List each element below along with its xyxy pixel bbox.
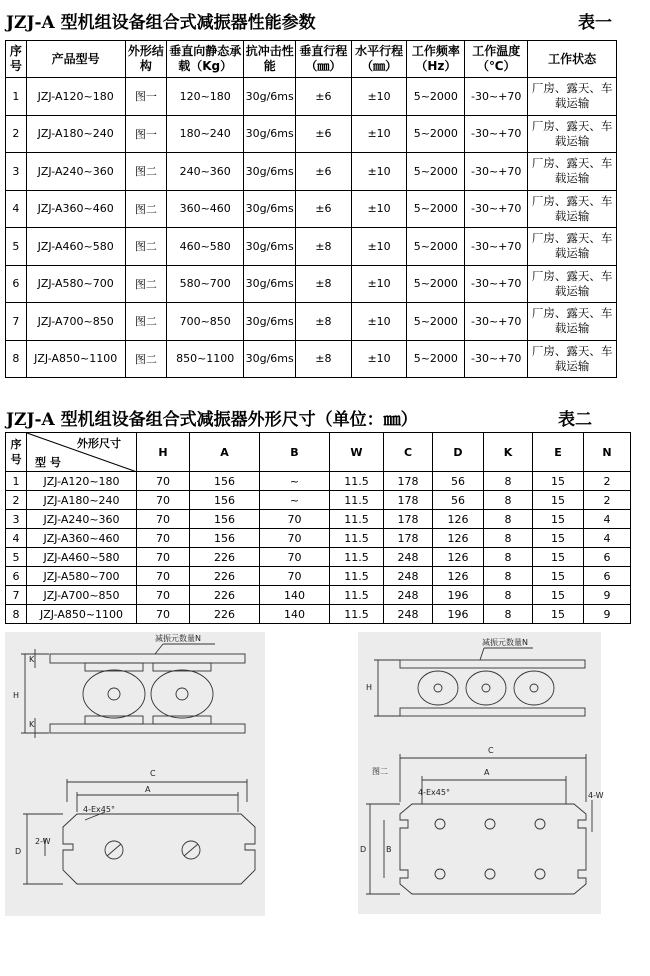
table2-cell-b: 140 <box>260 605 330 624</box>
figure-2-svg <box>358 632 604 914</box>
table1-cell-temperature: -30~+70 <box>465 303 528 341</box>
table2-cell-b: 70 <box>260 548 330 567</box>
table2-header-k: K <box>484 433 533 472</box>
table1-cell-frequency: 5~2000 <box>407 265 465 303</box>
table1-cell-load: 700~850 <box>167 303 244 341</box>
table2-cell-model: JZJ-A240~360 <box>27 510 137 529</box>
table2-cell-w: 11.5 <box>330 567 384 586</box>
dim-c-label: C <box>150 769 156 778</box>
table2-cell-w: 11.5 <box>330 605 384 624</box>
table1-cell-seq: 4 <box>6 190 27 228</box>
table1-cell-temperature: -30~+70 <box>465 265 528 303</box>
bottom-plate <box>400 708 585 716</box>
dim-d-label: D <box>360 845 367 854</box>
table2-cell-c: 248 <box>384 567 433 586</box>
dim-b-label: B <box>386 845 392 854</box>
table1-cell-horizontal-stroke: ±10 <box>351 78 407 116</box>
table2-header-e: E <box>533 433 584 472</box>
table2-header-n: N <box>584 433 631 472</box>
damper-element-2 <box>151 670 213 718</box>
table2-cell-w: 11.5 <box>330 529 384 548</box>
table1-cell-shock: 30g/6ms <box>244 265 296 303</box>
table2-header-a: A <box>190 433 260 472</box>
table2-cell-b: 70 <box>260 567 330 586</box>
table1-cell-load: 360~460 <box>167 190 244 228</box>
table2-cell-a: 156 <box>190 491 260 510</box>
table1-cell-status: 厂房、露天、车载运输 <box>528 228 617 266</box>
table2-cell-b: 140 <box>260 586 330 605</box>
table1-cell-shock: 30g/6ms <box>244 153 296 191</box>
table1-cell-seq: 3 <box>6 153 27 191</box>
table2-header-d: D <box>433 433 484 472</box>
table1-cell-frequency: 5~2000 <box>407 190 465 228</box>
table1-cell-shock: 30g/6ms <box>244 303 296 341</box>
diagonal-header <box>27 433 137 472</box>
table2-row <box>6 567 631 586</box>
table2-cell-n: 4 <box>584 529 631 548</box>
table1-cell-shape: 图二 <box>125 265 166 303</box>
table1-cell-status: 厂房、露天、车载运输 <box>528 303 617 341</box>
dim-a-label: A <box>145 785 151 794</box>
table1-cell-seq: 5 <box>6 228 27 266</box>
table2-cell-n: 6 <box>584 567 631 586</box>
table2-title: JZJ-A 型机组设备组合式减振器外形尺寸（单位：㎜） <box>6 410 418 430</box>
table1-cell-frequency: 5~2000 <box>407 153 465 191</box>
table1-cell-horizontal-stroke: ±10 <box>351 303 407 341</box>
table1-header-status: 工作状态 <box>528 41 617 78</box>
table2-cell-n: 6 <box>584 548 631 567</box>
table2-cell-h: 70 <box>137 548 190 567</box>
table2-cell-model: JZJ-A580~700 <box>27 567 137 586</box>
top-plate <box>50 654 245 663</box>
chamfer-label: 4-Ex45° <box>83 805 115 814</box>
table2-row <box>6 472 631 491</box>
table2-cell-a: 226 <box>190 567 260 586</box>
table1-cell-model: JZJ-A460~580 <box>26 228 125 266</box>
table2-cell-c: 248 <box>384 586 433 605</box>
bottom-plate <box>50 724 245 733</box>
table1-cell-status: 厂房、露天、车载运输 <box>528 340 617 378</box>
table2-cell-k: 8 <box>484 472 533 491</box>
table1-cell-status: 厂房、露天、车载运输 <box>528 190 617 228</box>
table1-tag: 表一 <box>578 13 612 33</box>
table1-cell-frequency: 5~2000 <box>407 340 465 378</box>
figure-2-tag: 图二 <box>372 767 388 776</box>
table1-cell-shape: 图一 <box>125 78 166 116</box>
mount-hole-6 <box>535 869 545 879</box>
table1-cell-shape: 图二 <box>125 228 166 266</box>
table2-cell-c: 178 <box>384 472 433 491</box>
table1-cell-seq: 1 <box>6 78 27 116</box>
table2-row <box>6 586 631 605</box>
table1-cell-shape: 图二 <box>125 340 166 378</box>
table1-cell-load: 120~180 <box>167 78 244 116</box>
table1-cell-shock: 30g/6ms <box>244 228 296 266</box>
table2-cell-model: JZJ-A850~1100 <box>27 605 137 624</box>
table1-cell-status: 厂房、露天、车载运输 <box>528 78 617 116</box>
corner-bottom-label: 型 号 <box>35 456 61 469</box>
table2-cell-c: 178 <box>384 529 433 548</box>
table2-cell-c: 248 <box>384 548 433 567</box>
table1-cell-temperature: -30~+70 <box>465 153 528 191</box>
table1-row <box>6 340 617 378</box>
table1-cell-load: 580~700 <box>167 265 244 303</box>
table1-cell-seq: 6 <box>6 265 27 303</box>
table2-row <box>6 491 631 510</box>
table2-cell-n: 2 <box>584 472 631 491</box>
table2-cell-e: 15 <box>533 529 584 548</box>
table2-cell-b: 70 <box>260 529 330 548</box>
table1-cell-vertical-stroke: ±6 <box>296 190 352 228</box>
damper-element-2 <box>466 671 506 705</box>
table2-header-h: H <box>137 433 190 472</box>
performance-table <box>5 40 617 378</box>
table1-cell-temperature: -30~+70 <box>465 78 528 116</box>
table1-header-frequency: 工作频率（Hz） <box>407 41 465 78</box>
table2-header-w: W <box>330 433 384 472</box>
base-plate-top-view <box>63 814 255 884</box>
table2-cell-w: 11.5 <box>330 491 384 510</box>
table1-cell-model: JZJ-A580~700 <box>26 265 125 303</box>
table2-row <box>6 605 631 624</box>
table2-cell-e: 15 <box>533 567 584 586</box>
table2-cell-e: 15 <box>533 491 584 510</box>
label-elements-n: 减振元数量N <box>482 638 528 647</box>
table1-cell-frequency: 5~2000 <box>407 78 465 116</box>
table1-cell-status: 厂房、露天、车载运输 <box>528 153 617 191</box>
table2-cell-d: 196 <box>433 605 484 624</box>
table1-cell-vertical-stroke: ±8 <box>296 303 352 341</box>
drawing-figure-2 <box>358 632 604 914</box>
table1-cell-shape: 图二 <box>125 303 166 341</box>
table2-cell-c: 178 <box>384 510 433 529</box>
table1-cell-horizontal-stroke: ±10 <box>351 115 407 153</box>
table2-cell-h: 70 <box>137 567 190 586</box>
table1-cell-horizontal-stroke: ±10 <box>351 153 407 191</box>
table2-cell-d: 126 <box>433 567 484 586</box>
table2-cell-a: 226 <box>190 586 260 605</box>
table2-cell-a: 156 <box>190 529 260 548</box>
table2-cell-a: 156 <box>190 510 260 529</box>
table1-cell-seq: 8 <box>6 340 27 378</box>
table1-row <box>6 115 617 153</box>
table1-cell-vertical-stroke: ±8 <box>296 265 352 303</box>
table2-cell-e: 15 <box>533 472 584 491</box>
table1-cell-horizontal-stroke: ±10 <box>351 265 407 303</box>
table1-cell-model: JZJ-A120~180 <box>26 78 125 116</box>
table2-cell-n: 9 <box>584 586 631 605</box>
chamfer-label: 4-Ex45° <box>418 788 450 797</box>
table1-cell-shock: 30g/6ms <box>244 340 296 378</box>
table2-cell-e: 15 <box>533 510 584 529</box>
label-elements-n: 减振元数量N <box>155 634 201 643</box>
table1-cell-vertical-stroke: ±8 <box>296 228 352 266</box>
table2-cell-n: 9 <box>584 605 631 624</box>
table1-cell-horizontal-stroke: ±10 <box>351 340 407 378</box>
table1-cell-shape: 图一 <box>125 115 166 153</box>
table1-cell-frequency: 5~2000 <box>407 303 465 341</box>
table2-cell-n: 4 <box>584 510 631 529</box>
seq-header: 序号 <box>6 433 27 472</box>
dimensions-table <box>5 432 631 624</box>
table2-cell-model: JZJ-A460~580 <box>27 548 137 567</box>
table2-cell-e: 15 <box>533 548 584 567</box>
table2-cell-a: 156 <box>190 472 260 491</box>
table2-cell-e: 15 <box>533 605 584 624</box>
table2-cell-d: 126 <box>433 529 484 548</box>
table2-cell-d: 126 <box>433 548 484 567</box>
table1-row <box>6 303 617 341</box>
top-plate <box>400 660 585 668</box>
table1-header-horizontal-stroke: 水平行程（㎜） <box>351 41 407 78</box>
table1-row <box>6 78 617 116</box>
table1-cell-load: 180~240 <box>167 115 244 153</box>
table1-cell-model: JZJ-A180~240 <box>26 115 125 153</box>
table2-row <box>6 548 631 567</box>
table1-cell-seq: 2 <box>6 115 27 153</box>
dim-k-label-bottom: K <box>29 720 35 729</box>
table1-cell-vertical-stroke: ±6 <box>296 153 352 191</box>
table1-cell-model: JZJ-A700~850 <box>26 303 125 341</box>
damper-element-1 <box>83 670 145 718</box>
table1-cell-temperature: -30~+70 <box>465 190 528 228</box>
table2-cell-e: 15 <box>533 586 584 605</box>
table2-cell-d: 126 <box>433 510 484 529</box>
table1-header-load: 垂直向静态承载（Kg） <box>167 41 244 78</box>
table2-row <box>6 529 631 548</box>
table2-cell-h: 70 <box>137 510 190 529</box>
dim-a-label: A <box>484 768 490 777</box>
dim-w-label: 4-W <box>588 791 604 800</box>
table1-cell-frequency: 5~2000 <box>407 228 465 266</box>
table1-cell-shock: 30g/6ms <box>244 190 296 228</box>
table2-cell-h: 70 <box>137 605 190 624</box>
table1-cell-horizontal-stroke: ±10 <box>351 190 407 228</box>
table2-cell-n: 2 <box>584 491 631 510</box>
table2-row <box>6 510 631 529</box>
table2-header-b: B <box>260 433 330 472</box>
table1-cell-temperature: -30~+70 <box>465 340 528 378</box>
dim-h-label: H <box>366 683 373 692</box>
table1-cell-model: JZJ-A240~360 <box>26 153 125 191</box>
table2-cell-seq: 2 <box>6 491 27 510</box>
table1-cell-model: JZJ-A360~460 <box>26 190 125 228</box>
mount-hole-1 <box>435 819 445 829</box>
table1-cell-shape: 图二 <box>125 153 166 191</box>
table2-cell-k: 8 <box>484 586 533 605</box>
drawing-figure-1 <box>5 632 265 916</box>
table1-cell-status: 厂房、露天、车载运输 <box>528 265 617 303</box>
table2-cell-h: 70 <box>137 491 190 510</box>
table2-cell-k: 8 <box>484 548 533 567</box>
table2-cell-h: 70 <box>137 586 190 605</box>
table2-cell-b: ~ <box>260 472 330 491</box>
damper-element-1 <box>418 671 458 705</box>
table2-cell-d: 56 <box>433 472 484 491</box>
table1-title: JZJ-A 型机组设备组合式减振器性能参数 <box>6 13 316 33</box>
table1-cell-vertical-stroke: ±6 <box>296 78 352 116</box>
mount-hole-2 <box>485 819 495 829</box>
table2-cell-k: 8 <box>484 510 533 529</box>
dim-w-label: 2-W <box>35 837 51 846</box>
mount-hole-4 <box>435 869 445 879</box>
table2-cell-model: JZJ-A360~460 <box>27 529 137 548</box>
table2-cell-seq: 8 <box>6 605 27 624</box>
table2-cell-seq: 5 <box>6 548 27 567</box>
table1-cell-vertical-stroke: ±6 <box>296 115 352 153</box>
table1-cell-temperature: -30~+70 <box>465 115 528 153</box>
table2-cell-model: JZJ-A700~850 <box>27 586 137 605</box>
table1-cell-shock: 30g/6ms <box>244 78 296 116</box>
mount-hole-3 <box>535 819 545 829</box>
table1-header-shock: 抗冲击性能 <box>244 41 296 78</box>
table1-cell-horizontal-stroke: ±10 <box>351 228 407 266</box>
table1-cell-load: 460~580 <box>167 228 244 266</box>
table2-cell-seq: 7 <box>6 586 27 605</box>
table1-header-temperature: 工作温度（℃） <box>465 41 528 78</box>
table1-header-vertical-stroke: 垂直行程（㎜） <box>296 41 352 78</box>
dim-c-label: C <box>488 746 494 755</box>
dim-d-label: D <box>15 847 22 856</box>
table2-cell-c: 248 <box>384 605 433 624</box>
table2-cell-a: 226 <box>190 548 260 567</box>
table1-row <box>6 265 617 303</box>
table1-header-model: 产品型号 <box>26 41 125 78</box>
table2-cell-b: ~ <box>260 491 330 510</box>
table1-cell-vertical-stroke: ±8 <box>296 340 352 378</box>
table1-header-shape: 外形结构 <box>125 41 166 78</box>
table2-cell-d: 56 <box>433 491 484 510</box>
table1-row <box>6 153 617 191</box>
table2-cell-w: 11.5 <box>330 510 384 529</box>
corner-top-label: 外形尺寸 <box>77 437 121 450</box>
table1-row <box>6 228 617 266</box>
table2-cell-k: 8 <box>484 491 533 510</box>
table1-row <box>6 190 617 228</box>
table2-cell-w: 11.5 <box>330 586 384 605</box>
table1-cell-seq: 7 <box>6 303 27 341</box>
table1-cell-shock: 30g/6ms <box>244 115 296 153</box>
table2-cell-h: 70 <box>137 529 190 548</box>
table2-cell-w: 11.5 <box>330 548 384 567</box>
mount-hole-5 <box>485 869 495 879</box>
table2-cell-seq: 1 <box>6 472 27 491</box>
table1-cell-load: 240~360 <box>167 153 244 191</box>
damper-element-3 <box>514 671 554 705</box>
table2-cell-c: 178 <box>384 491 433 510</box>
table2-cell-a: 226 <box>190 605 260 624</box>
table1-cell-load: 850~1100 <box>167 340 244 378</box>
table1-cell-model: JZJ-A850~1100 <box>26 340 125 378</box>
table1-header-seq: 序号 <box>6 41 27 78</box>
table2-cell-w: 11.5 <box>330 472 384 491</box>
base-plate-top-view <box>400 804 586 894</box>
table1-cell-temperature: -30~+70 <box>465 228 528 266</box>
table2-cell-h: 70 <box>137 472 190 491</box>
table2-cell-k: 8 <box>484 567 533 586</box>
table2-cell-seq: 6 <box>6 567 27 586</box>
dim-k-label-top: K <box>29 655 35 664</box>
figure-1-svg <box>5 632 265 916</box>
table2-cell-k: 8 <box>484 605 533 624</box>
table1-cell-shape: 图二 <box>125 190 166 228</box>
table2-header-c: C <box>384 433 433 472</box>
table2-cell-d: 196 <box>433 586 484 605</box>
table2-cell-seq: 4 <box>6 529 27 548</box>
table2-tag: 表二 <box>558 410 592 430</box>
table2-cell-seq: 3 <box>6 510 27 529</box>
table1-cell-status: 厂房、露天、车载运输 <box>528 115 617 153</box>
dim-h-label: H <box>13 691 20 700</box>
table2-cell-model: JZJ-A120~180 <box>27 472 137 491</box>
table2-cell-model: JZJ-A180~240 <box>27 491 137 510</box>
table2-cell-b: 70 <box>260 510 330 529</box>
table1-cell-frequency: 5~2000 <box>407 115 465 153</box>
table2-cell-k: 8 <box>484 529 533 548</box>
